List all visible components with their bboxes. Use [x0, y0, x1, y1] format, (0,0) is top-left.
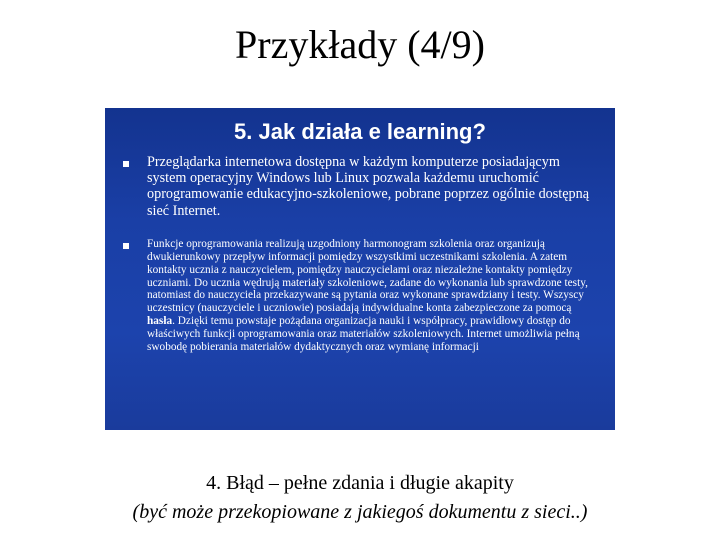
caption-line-2: (być może przekopiowane z jakiegoś dokumentu z sieci..) [132, 501, 588, 523]
slide-bullet-text: Przeglądarka internetowa dostępna w każdym komputerze posiadającym system operacyjny Windows lub Linux pozwala każdemu uruchomić oprogramowanie edukacyjno-szkoleniowe, pobrane poprzez ogólnie dostępną sieć Internet. [147, 154, 590, 219]
slide-bullet [123, 238, 597, 354]
square-bullet-icon [123, 243, 135, 249]
caption-line-1: 4. Błąd – pełne zdania i długie akapity [206, 472, 514, 494]
slide-bullet [123, 154, 597, 219]
slide-heading: 5. Jak działa e learning? [234, 119, 486, 144]
slide-bullet-text [147, 238, 597, 354]
bullet-text-part: . Dzięki temu powstaje pożądana organizacja nauki i współpracy, prawidłowy dostęp do właściwych funkcji oprogramowania oraz materiałów szkoleniowych. Internet umożliwia pełną swobodę pobierania materiałów dydaktycznych oraz wymianę informacji [147, 315, 580, 354]
bold-word: hasła [147, 315, 173, 328]
embedded-slide-image [105, 108, 615, 430]
page-title: Przykłady (4/9) [235, 22, 485, 67]
bullet-text-part: Funkcje oprogramowania realizują uzgodniony harmonogram szkolenia oraz organizują dwukierunkowy przepływ informacji pomiędzy wszystkimi uczestnikami szkolenia. A zatem kontakty ucznia z nauczycielem, pomiędzy nauczycielami oraz niezależne kontakty pomiędzy uczniami. Do ucznia wędrują materiały szkoleniowe, zadane do wykonania lub sprawdzone testy, natomiast do nauczyciela przekazywane są pytania oraz wykonane sprawdziany i testy. Wszyscy uczestnicy (nauczyciele i uczniowie) posiadają indywidualne konta zabezpieczone za pomocą [147, 237, 588, 315]
square-bullet-icon [123, 161, 135, 167]
